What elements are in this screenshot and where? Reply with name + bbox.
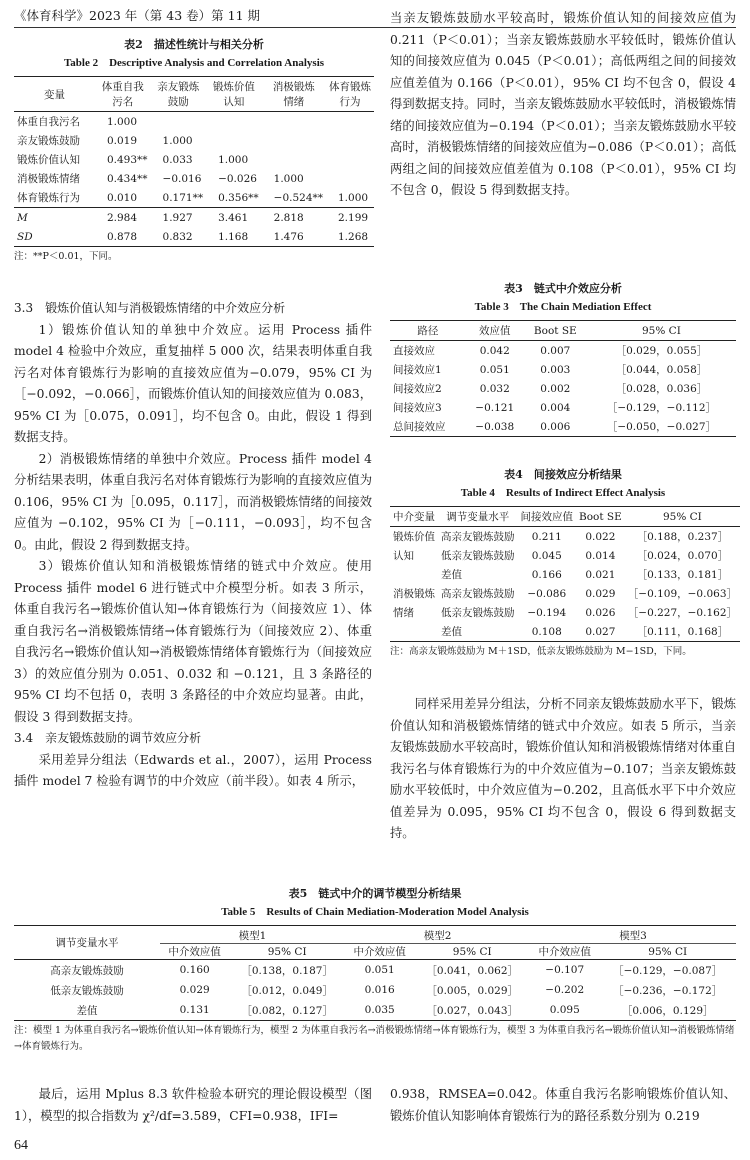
table-cell: 间接效应2 [393, 383, 442, 395]
table-cell: ［0.005，0.029］ [426, 984, 519, 997]
table-cell [326, 150, 374, 169]
table4-note: 注：高亲友锻炼鼓励为 M＋1SD，低亲友锻炼鼓励为 M−1SD，下同。 [390, 646, 692, 657]
table2-header: 污名 [95, 94, 151, 112]
table2 [14, 76, 374, 247]
table5-col-header: 调节变量水平 [14, 926, 160, 960]
table-row [390, 546, 740, 565]
table-cell: 0.878 [95, 227, 151, 247]
table-cell [262, 112, 326, 132]
table-cell: 消极锻炼情绪 [17, 173, 80, 185]
table4-caption-en: Table 4 Results of Indirect Effect Analysis [460, 487, 666, 499]
table-cell: 0.045 [531, 549, 562, 562]
table-cell: ［0.082，0.127］ [229, 1000, 345, 1021]
table-cell: 差值 [14, 1000, 160, 1021]
table-cell: 1.000 [326, 188, 374, 208]
table-cell: ［0.027，0.043］ [414, 1000, 530, 1021]
table-cell: −0.202 [545, 984, 585, 996]
table-cell: 亲友锻炼鼓励 [17, 135, 80, 147]
paragraph: 1）锻炼价值认知的单独中介效应。运用 Process 插件 model 4 检验中介效应，重复抽样 5 000 次，结果表明体重自我污名对体育锻炼行为影响的直接效应值为−0.079，95% CI 为［−0.092，−0.066］，而锻炼价值认知的间接效应值为 0.083，95% CI 为［0.075，0.091］，均不包含 0。由此，假设 1 得到数据支持。 [14, 322, 372, 444]
table-cell: ［−0.109，−0.063］ [627, 588, 737, 600]
paragraph: 0.938，RMSEA=0.042。体重自我污名影响锻炼价值认知、锻炼价值认知影响体育锻炼行为的路径系数分别为 0.219 [390, 1087, 736, 1123]
table-cell: 调节变量水平 [438, 507, 518, 527]
table-cell: 直接效应 [393, 345, 435, 357]
table-row [14, 169, 374, 188]
table-cell: 0.029 [179, 984, 210, 996]
table-row [14, 131, 374, 150]
table3-caption-cn: 表3 链式中介效应分析 [504, 282, 622, 295]
table2-col-header: 变量 [14, 77, 95, 112]
table-cell: 高亲友锻炼鼓励 [441, 531, 515, 543]
table-cell: 锻炼价值认知 [17, 154, 80, 166]
table-cell: 1.927 [162, 211, 193, 224]
table-cell [262, 150, 326, 169]
table-cell: 0.108 [518, 622, 577, 642]
bottom-left [14, 1084, 372, 1127]
section-3-4-heading: 3.4 亲友锻炼鼓励的调节效应分析 [14, 731, 202, 745]
table5-subheader: 95% CI [599, 944, 736, 960]
table-cell: 95% CI [587, 321, 736, 341]
table2-header: 鼓励 [151, 94, 207, 112]
paragraph: 当亲友锻炼鼓励水平较高时，锻炼价值认知的间接效应值为 0.211（P＜0.01）；当亲友锻炼鼓励水平较低时，锻炼价值认知的间接效应值为 0.045（P＜0.01）；高低两组之间的间接效应值差值为 0.166（P＜0.01），95% CI 均不包含 0，假设 4 得到数据支持。同时，当亲友锻炼鼓励水平较低时，消极锻炼情绪的间接效应值为−0.194（P＜0.01）；当亲友锻炼鼓励水平较高时，消极锻炼情绪的间接效应值为−0.086（P＜0.01）；高低两组之间的间接效应值差值为 0.108（P＜0.01），95% CI 均不包含 0，假设 5 得到数据支持。 [390, 11, 736, 197]
table-cell: ［0.028，0.036］ [615, 383, 708, 395]
paragraph: 最后，运用 Mplus 8.3 软件检验本研究的理论假设模型（图 1），模型的拟合指数为 χ²/df=3.589，CFI=0.938，IFI= [14, 1087, 372, 1123]
table-cell: 0.434** [106, 172, 148, 185]
table5-subheader: 中介效应值 [530, 944, 599, 960]
table-cell: 0.007 [540, 344, 571, 357]
table-cell: 2.984 [106, 211, 138, 224]
table-cell: 间接效应1 [393, 364, 442, 376]
table-cell: 3.461 [218, 211, 249, 224]
table2-header: 亲友锻炼 [157, 81, 200, 93]
table2-header: 情绪 [262, 94, 326, 112]
table-cell: −0.524** [262, 188, 326, 208]
table4-caption-cn: 表4 间接效应分析结果 [504, 468, 622, 481]
table-cell: −0.016 [162, 172, 202, 185]
table-cell: ［0.133，0.181］ [636, 569, 729, 581]
table-row [390, 603, 740, 622]
table-cell: 95% CI [625, 507, 740, 527]
table-cell: 0.026 [585, 606, 616, 619]
table2-header: 消极锻炼 [272, 81, 315, 93]
running-header: 《体育科学》2023 年（第 43 卷）第 11 期 [14, 8, 260, 23]
right-column-top [390, 8, 736, 202]
table-cell: 消极锻炼 [393, 588, 435, 600]
table-cell: 0.051 [479, 363, 510, 376]
table-cell: 效应值 [466, 321, 524, 341]
table-cell: ［0.012，0.049］ [241, 984, 333, 997]
table3-block [390, 280, 736, 437]
table-cell [390, 622, 438, 642]
table-cell: 差值 [438, 622, 518, 642]
table-cell: 0.493** [106, 153, 148, 166]
table5-subheader: 95% CI [414, 944, 530, 960]
table-cell: ［0.044，0.058］ [615, 364, 708, 376]
table-row [14, 960, 736, 981]
table-cell: 1.476 [262, 227, 326, 247]
table-cell: ［−0.129，−0.112］ [606, 402, 717, 414]
table-cell: 0.019 [106, 134, 138, 147]
table-cell: ［−0.050，−0.027］ [587, 417, 736, 437]
table-cell: 0.021 [585, 568, 616, 581]
table2-header: 行为 [326, 94, 374, 112]
table-cell: ［0.188，0.237］ [636, 531, 729, 543]
table-cell: 0.042 [479, 344, 510, 357]
table-cell: −0.086 [527, 587, 567, 600]
table-cell [206, 131, 262, 150]
table-row [390, 565, 740, 584]
table-cell: ［−0.236，−0.172］ [613, 984, 723, 997]
table-cell: 间接效应3 [393, 402, 442, 414]
table-cell: ［0.111，0.168］ [625, 622, 740, 642]
table-cell [390, 565, 438, 584]
table-cell [326, 169, 374, 188]
table2-block [14, 36, 374, 265]
table-cell: 1.000 [273, 172, 304, 185]
table-cell: 0.027 [576, 622, 625, 642]
table-cell: 2.818 [273, 211, 304, 224]
table-cell [326, 131, 374, 150]
table2-header: 体重自我 [101, 81, 144, 93]
table-cell: 1.268 [326, 227, 374, 247]
page-number: 64 [14, 1138, 28, 1153]
table-cell: 0.014 [585, 549, 616, 562]
table-cell: 0.166 [531, 568, 562, 581]
table-row [390, 417, 736, 437]
table5-model-header: 模型1 [160, 926, 345, 944]
table5 [14, 925, 736, 1021]
table-cell: 0.004 [540, 401, 571, 414]
table-cell: 0.003 [540, 363, 571, 376]
table-cell: −0.026 [218, 172, 257, 185]
table-row [390, 341, 736, 361]
table-cell: 0.832 [151, 227, 207, 247]
table-cell: 高亲友锻炼鼓励 [441, 588, 515, 600]
table2-caption-cn: 表2 描述性统计与相关分析 [124, 38, 264, 51]
table5-subheader: 95% CI [229, 944, 345, 960]
table-row [14, 188, 374, 208]
paragraph: 采用差异分组法（Edwards et al.，2007），运用 Process 插件 model 7 检验有调节的中介效应（前半段）。如表 4 所示， [14, 752, 372, 788]
table-cell: 0.211 [531, 530, 562, 543]
table-row [390, 527, 740, 547]
left-column [14, 298, 372, 793]
table-cell: 中介变量 [390, 507, 438, 527]
table-cell: 0.171** [151, 188, 207, 208]
table-cell [262, 131, 326, 150]
table-row [14, 980, 736, 1000]
table-cell: 低亲友锻炼鼓励 [50, 984, 124, 997]
table-cell [151, 112, 207, 132]
table-row [390, 379, 736, 398]
table5-note: 注：模型 1 为体重自我污名→锻炼价值认知→体育锻炼行为，模型 2 为体重自我污名→消极锻炼情绪→体育锻炼行为，模型 3 为体重自我污名→锻炼价值认知→消极锻炼情绪→体育锻炼行为。 [14, 1025, 735, 1052]
table-cell: 1.000 [162, 134, 193, 147]
table-cell [206, 112, 262, 132]
table-cell: 总间接效应 [390, 417, 466, 437]
table-row [14, 208, 374, 228]
table-cell: 0.006 [524, 417, 587, 437]
table5-subheader: 中介效应值 [345, 944, 414, 960]
table-cell: M [17, 211, 28, 224]
table-cell: 0.035 [345, 1000, 414, 1021]
table2-note: 注：**P＜0.01，下同。 [14, 251, 118, 262]
paragraph: 3）锻炼价值认知和消极锻炼情绪的链式中介效应。使用 Process 插件 model 6 进行链式中介模型分析。如表 3 所示，体重自我污名→锻炼价值认知→体育锻炼行为（间接效应 1）、体重自我污名→消极锻炼情绪→体育锻炼行为（间接效应 2）、体重自我污名→锻炼价值认知→消极锻炼情绪体育锻炼行为（间接效应 3）的效应值分别为 0.051、0.032 和 −0.121，且 3 条路径的 95% CI 均不包括 0，表明 3 条路径的中介效应均显著。由此，假设 3 得到数据支持。 [14, 559, 372, 724]
table3-caption-en: Table 3 The Chain Mediation Effect [474, 301, 652, 313]
table-cell: 路径 [390, 321, 466, 341]
table-row [14, 227, 374, 247]
table-cell: −0.121 [475, 401, 515, 414]
table-cell: SD [14, 227, 95, 247]
paragraph: 同样采用差异分组法，分析不同亲友锻炼鼓励水平下，锻炼价值认知和消极锻炼情绪的链式中介效应。如表 5 所示，当亲友锻炼鼓励水平较高时，锻炼价值认知和消极锻炼情绪对体重自我污名与体育锻炼行为的中介效应值为−0.107；当亲友锻炼鼓励水平较低时，中介效应值为−0.202，且高低水平下中介效应值差异为 0.095，95% CI 均不包含 0，假设 6 得到数据支持。 [390, 697, 736, 840]
table-cell: ［0.138，0.187］ [241, 964, 333, 977]
table-cell: 2.199 [338, 211, 369, 224]
right-column-mid [390, 694, 736, 845]
bottom-right [390, 1084, 736, 1127]
section-3-3-heading: 3.3 锻炼价值认知与消极锻炼情绪的中介效应分析 [14, 301, 286, 315]
table-cell: 锻炼价值 [393, 531, 435, 543]
table-cell: 0.010 [95, 188, 151, 208]
table-cell: 1.000 [218, 153, 249, 166]
table-cell: 认知 [393, 550, 414, 562]
table5-caption-cn: 表5 链式中介的调节模型分析结果 [288, 887, 462, 900]
table-cell: 0.002 [540, 382, 571, 395]
table-row [390, 398, 736, 417]
table-row [390, 584, 740, 603]
table-cell: 0.356** [206, 188, 262, 208]
table3 [390, 320, 736, 437]
table2-header: 认知 [206, 94, 262, 112]
table-cell: 0.160 [179, 964, 210, 976]
table-cell: −0.194 [527, 606, 567, 619]
table4-block [390, 466, 736, 660]
table-cell: 体育锻炼行为 [14, 188, 95, 208]
table-cell: Boot SE [524, 321, 587, 341]
table-cell: 高亲友锻炼鼓励 [50, 964, 124, 977]
table-cell: 0.032 [479, 382, 510, 395]
table5-model-header: 模型3 [530, 926, 736, 944]
paragraph: 2）消极锻炼情绪的单独中介效应。Process 插件 model 4 分析结果表明，体重自我污名对体育锻炼行为影响的直接效应值为 0.106，95% CI 为［0.095，0.117］，而消极锻炼情绪的间接效应值为 −0.102，95% CI 为［−0.111，−0.093］，均不包含 0。由此，假设 2 得到数据支持。 [14, 451, 372, 552]
table-cell: 1.000 [106, 115, 138, 128]
table-cell: 体重自我污名 [17, 116, 80, 128]
table-cell: −0.107 [545, 964, 585, 976]
table-cell: 0.131 [160, 1000, 229, 1021]
table-cell: 0.051 [364, 964, 395, 976]
table-row [14, 1000, 736, 1021]
table-cell: 低亲友锻炼鼓励 [441, 607, 515, 619]
table-cell: ［0.041，0.062］ [426, 964, 519, 977]
table5-model-header: 模型2 [345, 926, 530, 944]
table4 [390, 506, 740, 642]
table-cell: ［0.024，0.070］ [636, 550, 729, 562]
table-cell: −0.038 [466, 417, 524, 437]
table-cell: 0.029 [585, 587, 616, 600]
table-cell: ［−0.129，−0.087］ [613, 964, 723, 977]
table-cell: 间接效应值 [518, 507, 577, 527]
table-cell: 0.016 [364, 984, 395, 996]
table-row [390, 622, 740, 642]
table-cell: 0.022 [585, 530, 616, 543]
table-cell: ［0.029，0.055］ [615, 345, 708, 357]
table5-block [14, 885, 736, 1055]
table-row [390, 360, 736, 379]
table-row [14, 112, 374, 132]
table2-header: 体育锻炼 [329, 81, 371, 93]
table5-caption-en: Table 5 Results of Chain Mediation-Moderation Model Analysis [221, 906, 529, 918]
table-cell [326, 112, 374, 132]
table-cell: 0.033 [162, 153, 193, 166]
table5-subheader: 中介效应值 [160, 944, 229, 960]
table2-caption-en: Table 2 Descriptive Analysis and Correlation Analysis [63, 57, 325, 69]
table-row [14, 150, 374, 169]
table-cell: 低亲友锻炼鼓励 [441, 550, 515, 562]
table-cell: Boot SE [576, 507, 625, 527]
table-cell: 差值 [441, 569, 462, 581]
table-cell: ［−0.227，−0.162］ [627, 607, 737, 619]
table-cell: ［0.006，0.129］ [599, 1000, 736, 1021]
table-cell: 情绪 [393, 607, 414, 619]
table-cell: 1.168 [206, 227, 262, 247]
table-cell: 0.095 [530, 1000, 599, 1021]
table2-header: 锻炼价值 [212, 81, 255, 93]
